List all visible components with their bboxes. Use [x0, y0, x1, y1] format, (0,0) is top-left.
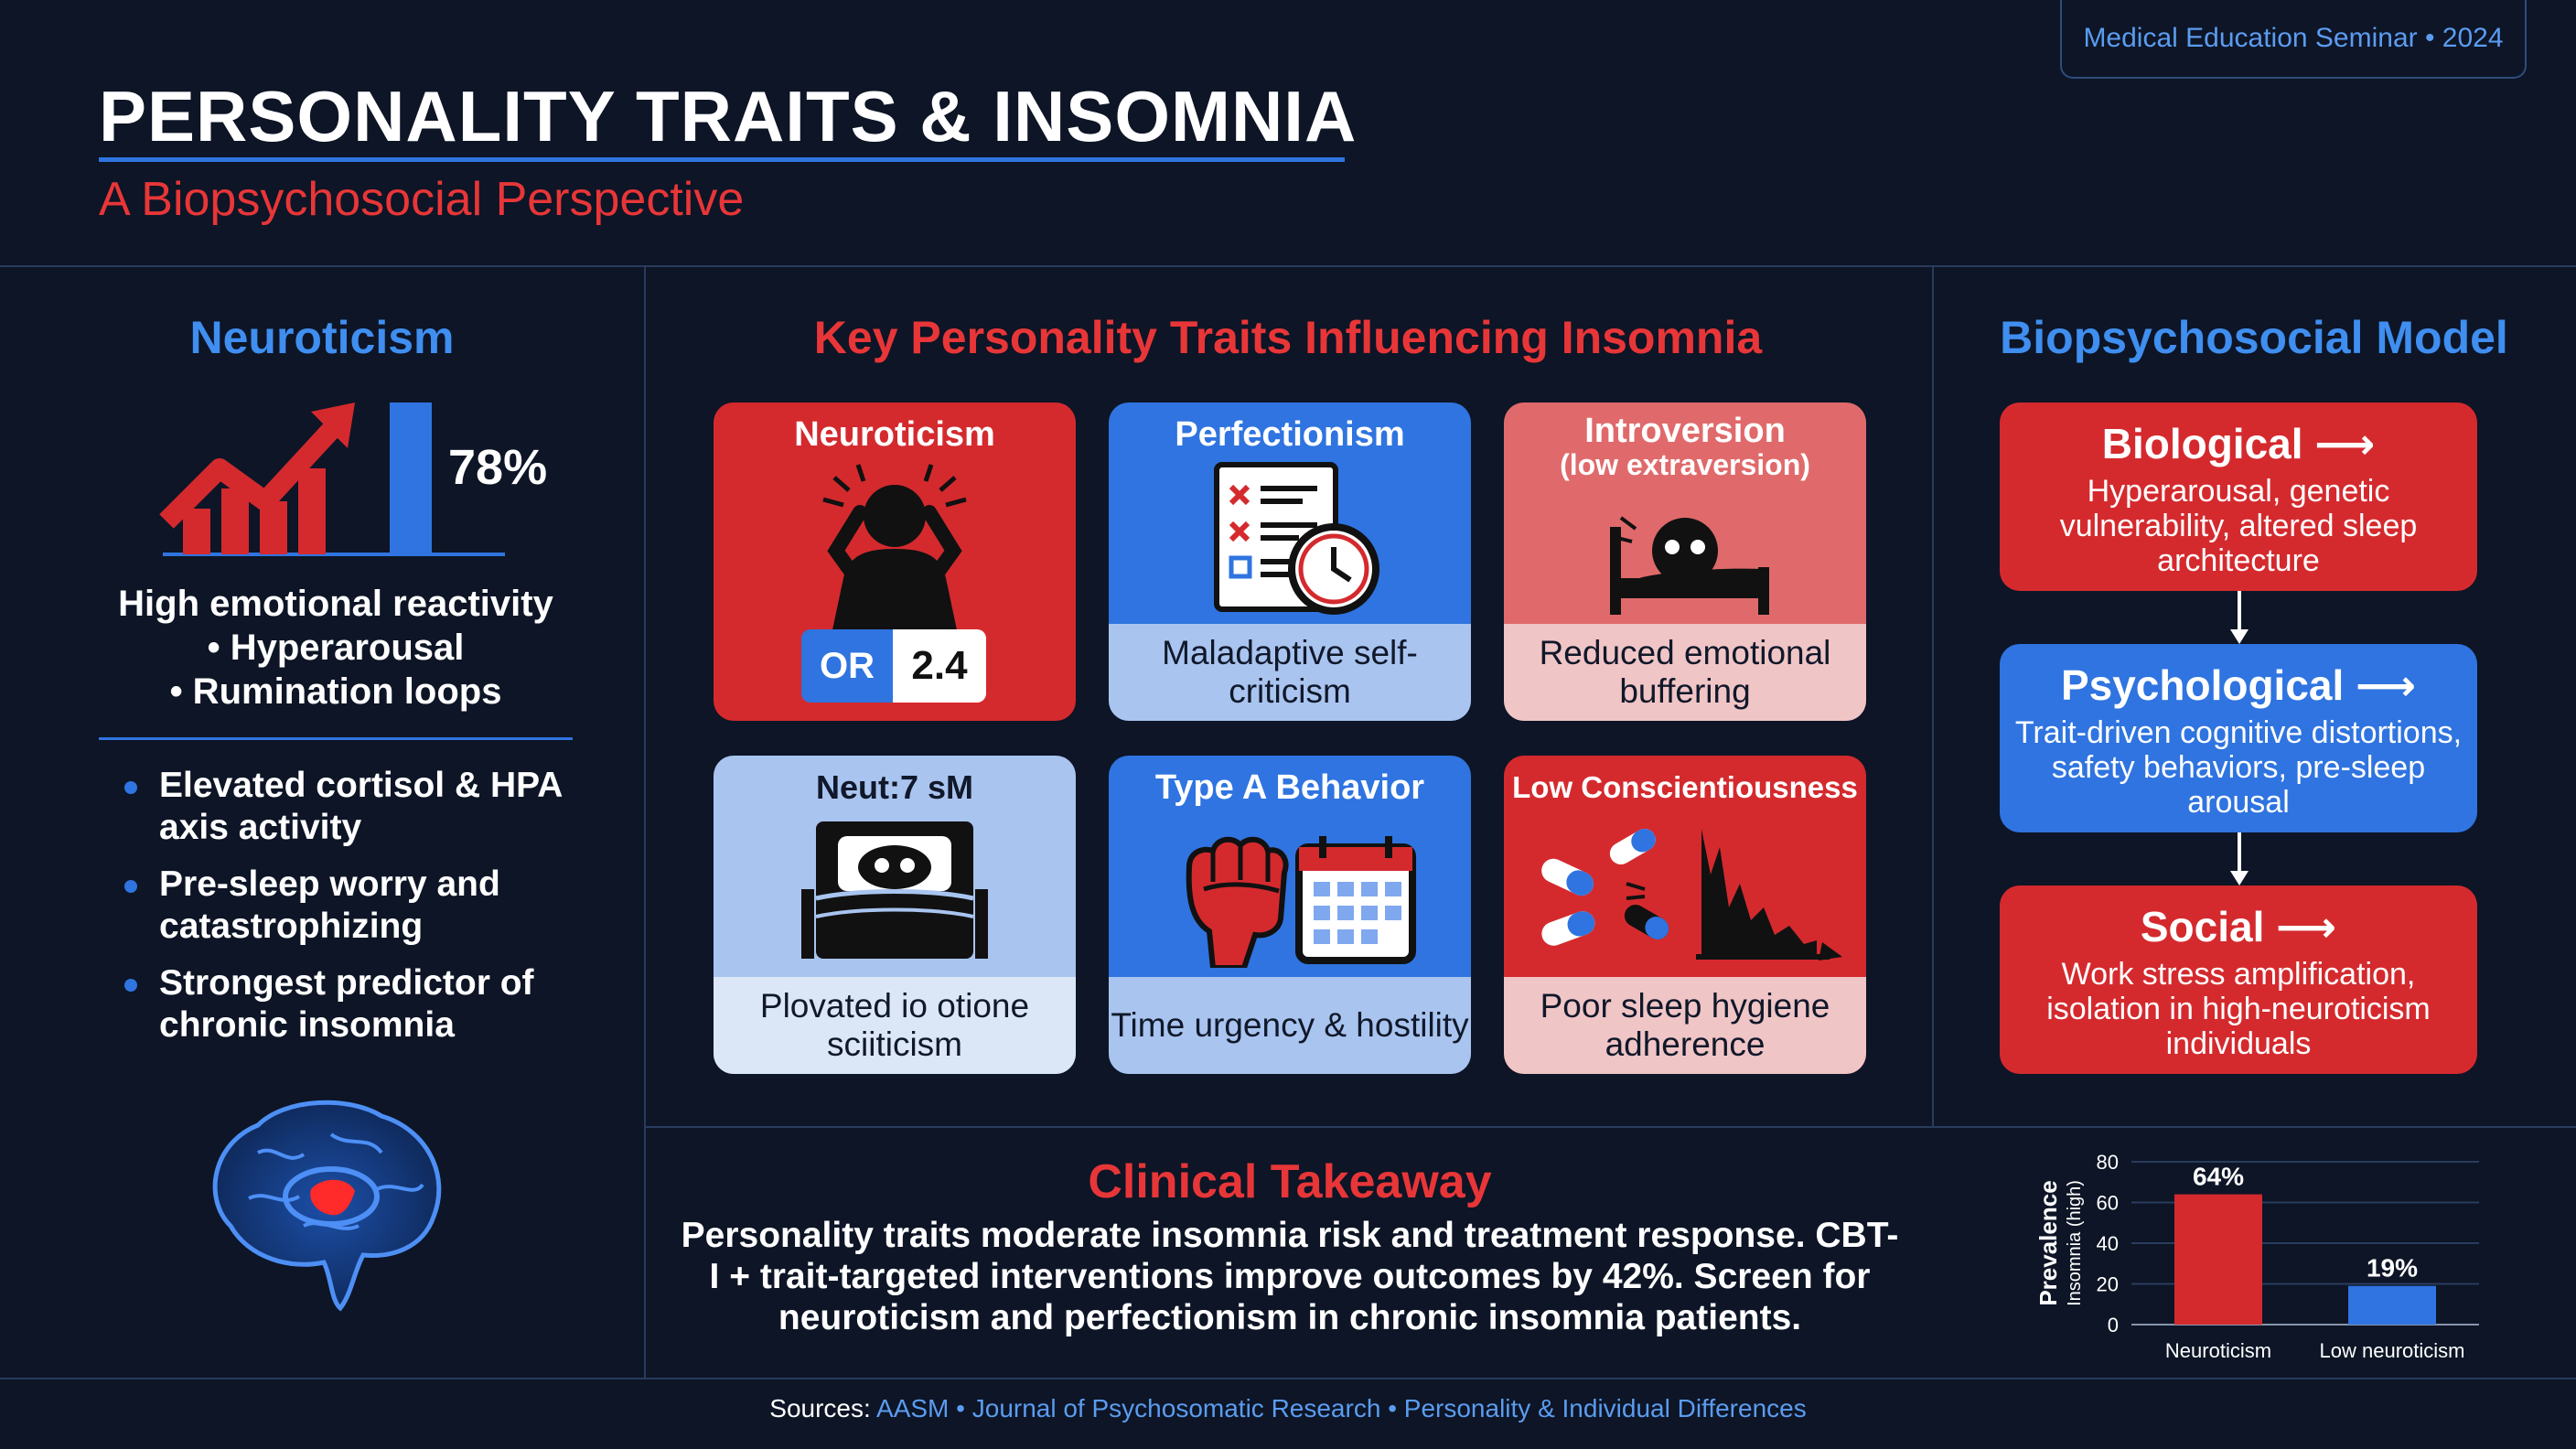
model-box-psychological: Psychological ⟶ Trait-driven cognitive distortions, safety behaviors, pre-sleep arousal: [2000, 644, 2477, 832]
bar-value-label: 19%: [2366, 1253, 2419, 1283]
seminar-badge: Medical Education Seminar • 2024: [2060, 0, 2527, 79]
y-axis-label: Insomnia (high): [2065, 1180, 2085, 1306]
source-item: Personality & Individual Differences: [1403, 1394, 1807, 1422]
prevalence-chart: [2022, 1134, 2497, 1372]
arrow-right-icon: ⟶: [2356, 661, 2417, 709]
model-title: Biopsychosocial Model: [2000, 312, 2508, 363]
model-box-biological: Biological ⟶ Hyperarousal, genetic vulnerability, altered sleep architecture: [2000, 402, 2477, 591]
trait-card-neuroticism: Neuroticism OR 2.4: [714, 402, 1076, 721]
arrow-right-icon: ⟶: [2314, 420, 2376, 467]
left-rule: [99, 737, 573, 740]
trait-card-low-conscientiousness: Low Conscientiousness Poor sleep hygiene adherence: [1504, 756, 1866, 1074]
awake-under-blanket-icon: [794, 816, 995, 962]
trait-card-introversion: Introversion (low extraversion) Reduced emotional buffering: [1504, 402, 1866, 721]
fist-calendar-icon: [1171, 831, 1418, 968]
source-separator: •: [1388, 1394, 1397, 1422]
header-divider: [0, 265, 2576, 267]
clinical-divider: [644, 1126, 2576, 1128]
footer-divider: [0, 1378, 2576, 1379]
model-head: Psychological ⟶: [2060, 661, 2417, 709]
x-tick-label: Neuroticism: [2164, 1339, 2272, 1362]
page-subtitle: A Biopsychosocial Perspective: [99, 173, 745, 226]
y-tick-label: 20: [2096, 1272, 2119, 1296]
stressed-person-icon: [803, 459, 986, 642]
sources-label: Sources:: [769, 1394, 871, 1422]
arrow-down-icon: [2228, 591, 2250, 646]
page-title: PERSONALITY TRAITS & INSOMNIA: [99, 76, 1358, 156]
bar-value-label: 64%: [2192, 1162, 2245, 1191]
model-head: Social ⟶: [2140, 903, 2337, 950]
list-item: Strongest predictor of chronic insomnia: [119, 962, 595, 1046]
model-head: Biological ⟶: [2101, 420, 2376, 467]
y-tick-label: 80: [2096, 1151, 2119, 1174]
y-tick-label: 0: [2107, 1314, 2119, 1336]
awake-in-bed-icon: [1603, 490, 1776, 618]
sources: [0, 1394, 2576, 1423]
list-item: Pre-sleep worry and catastrophizing: [119, 864, 595, 948]
neuroticism-stat: 78%: [448, 440, 548, 495]
arrow-down-icon: [2228, 832, 2250, 887]
neuroticism-summary: High emotional reactivity • Hyperarousal • Rumination loops: [118, 584, 553, 712]
list-item: Elevated cortisol & HPA axis activity: [119, 765, 595, 849]
source-separator: •: [956, 1394, 965, 1422]
pills-decline-chart-icon: [1531, 820, 1852, 966]
x-tick-label: Low neuroticism: [2319, 1339, 2465, 1362]
brain-icon: [194, 1089, 459, 1326]
traits-title: Key Personality Traits Influencing Insomnia: [813, 312, 1763, 363]
neuroticism-bullets: [119, 765, 595, 1061]
source-item: AASM: [876, 1394, 950, 1422]
clinical-title: Clinical Takeaway: [1088, 1155, 1492, 1208]
trait-card-perfectionism: Perfectionism Maladaptive self-criticism: [1109, 402, 1471, 721]
checklist-clock-icon: [1208, 459, 1381, 624]
model-box-social: Social ⟶ Work stress amplification, isolation in high-neuroticism individuals: [2000, 886, 2477, 1074]
neuroticism-title: Neuroticism: [189, 312, 455, 363]
clinical-text: Personality traits moderate insomnia risk and treatment response. CBT-I + trait-targeted interventions improve outcomes by 42%. Screen for neuroticism and perfectionism in chronic insomnia patients.: [681, 1216, 1899, 1337]
trait-card-neut: Neut:7 sM Plovated io otione sciiticism: [714, 756, 1076, 1074]
y-tick-label: 60: [2096, 1191, 2119, 1215]
right-panel-divider: [1932, 265, 1934, 1127]
trait-card-type-a: Type A Behavior Time urgency & hostility: [1109, 756, 1471, 1074]
bar: [2174, 1195, 2262, 1325]
source-item: Journal of Psychosomatic Research: [971, 1394, 1381, 1422]
arrow-right-icon: ⟶: [2276, 903, 2337, 950]
y-tick-label: 40: [2096, 1232, 2119, 1255]
bar: [2348, 1286, 2436, 1325]
odds-ratio-badge: OR 2.4: [801, 629, 986, 703]
title-underline: [99, 157, 1345, 162]
y-axis-label: Prevalence: [2034, 1180, 2062, 1306]
left-panel-divider: [644, 265, 646, 1378]
